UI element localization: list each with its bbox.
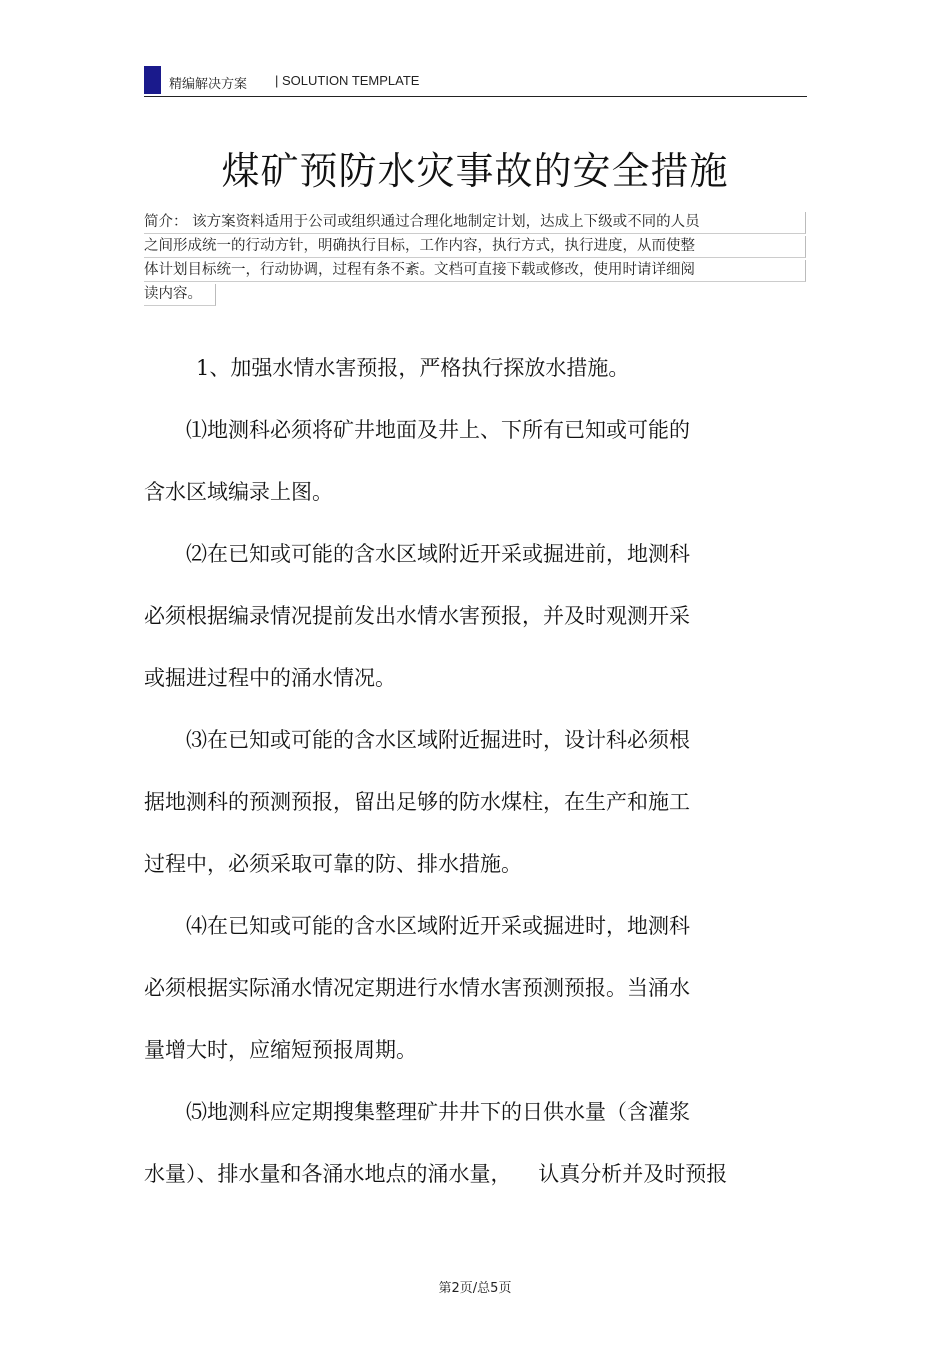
summary-block [144,210,806,306]
summary-text: 简介： 该方案资料适用于公司或组织通过合理化地制定计划，达成上下级或不同的人员 [144,214,700,230]
summary-box [144,236,806,258]
body-line: ⑷在已知或可能的含水区域附近开采或掘进时，地测科 [186,914,690,938]
body-line: 含水区域编录上图。 [144,480,333,504]
summary-line [144,234,806,258]
logo-icon [144,66,161,94]
summary-line [144,210,806,234]
body-line: 过程中，必须采取可靠的防、排水措施。 [144,852,522,876]
body-line: 据地测科的预测预报，留出足够的防水煤柱，在生产和施工 [144,790,690,814]
document-body [144,337,794,1205]
body-line: 水量）、排水量和各涌水地点的涌水量， 认真分析并及时预报 [144,1162,728,1186]
summary-text: 体计划目标统一，行动协调，过程有条不紊。文档可直接下载或修改，使用时请详细阅 [144,262,695,278]
summary-box [144,260,806,282]
page-header [144,66,807,97]
header-tagline: | SOLUTION TEMPLATE [275,73,420,88]
body-line: 或掘进过程中的涌水情况。 [144,666,396,690]
summary-text: 读内容。 [144,286,202,302]
body-line: ⑸地测科应定期搜集整理矿井井下的日供水量（含灌浆 [186,1100,690,1124]
body-line: ⑵在已知或可能的含水区域附近开采或掘进前，地测科 [186,542,690,566]
header-brand: 精编解决方案 [169,77,248,92]
summary-line [144,282,806,306]
body-line: ⑶在已知或可能的含水区域附近掘进时，设计科必须根 [186,728,690,752]
summary-box [144,284,216,306]
body-line: 1、加强水情水害预报，严格执行探放水措施。 [196,356,630,380]
page-number: 第2页/总5页 [438,1281,512,1296]
document-title: 煤矿预防水灾事故的安全措施 [221,149,729,193]
summary-line [144,258,806,282]
summary-box [144,212,806,234]
body-line: 必须根据编录情况提前发出水情水害预报，并及时观测开采 [144,604,690,628]
summary-text: 之间形成统一的行动方针，明确执行目标，工作内容，执行方式，执行进度，从而使整 [144,238,695,254]
body-line: ⑴地测科必须将矿井地面及井上、下所有已知或可能的 [186,418,690,442]
body-line: 量增大时，应缩短预报周期。 [144,1038,417,1062]
body-line: 必须根据实际涌水情况定期进行水情水害预测预报。当涌水 [144,976,690,1000]
